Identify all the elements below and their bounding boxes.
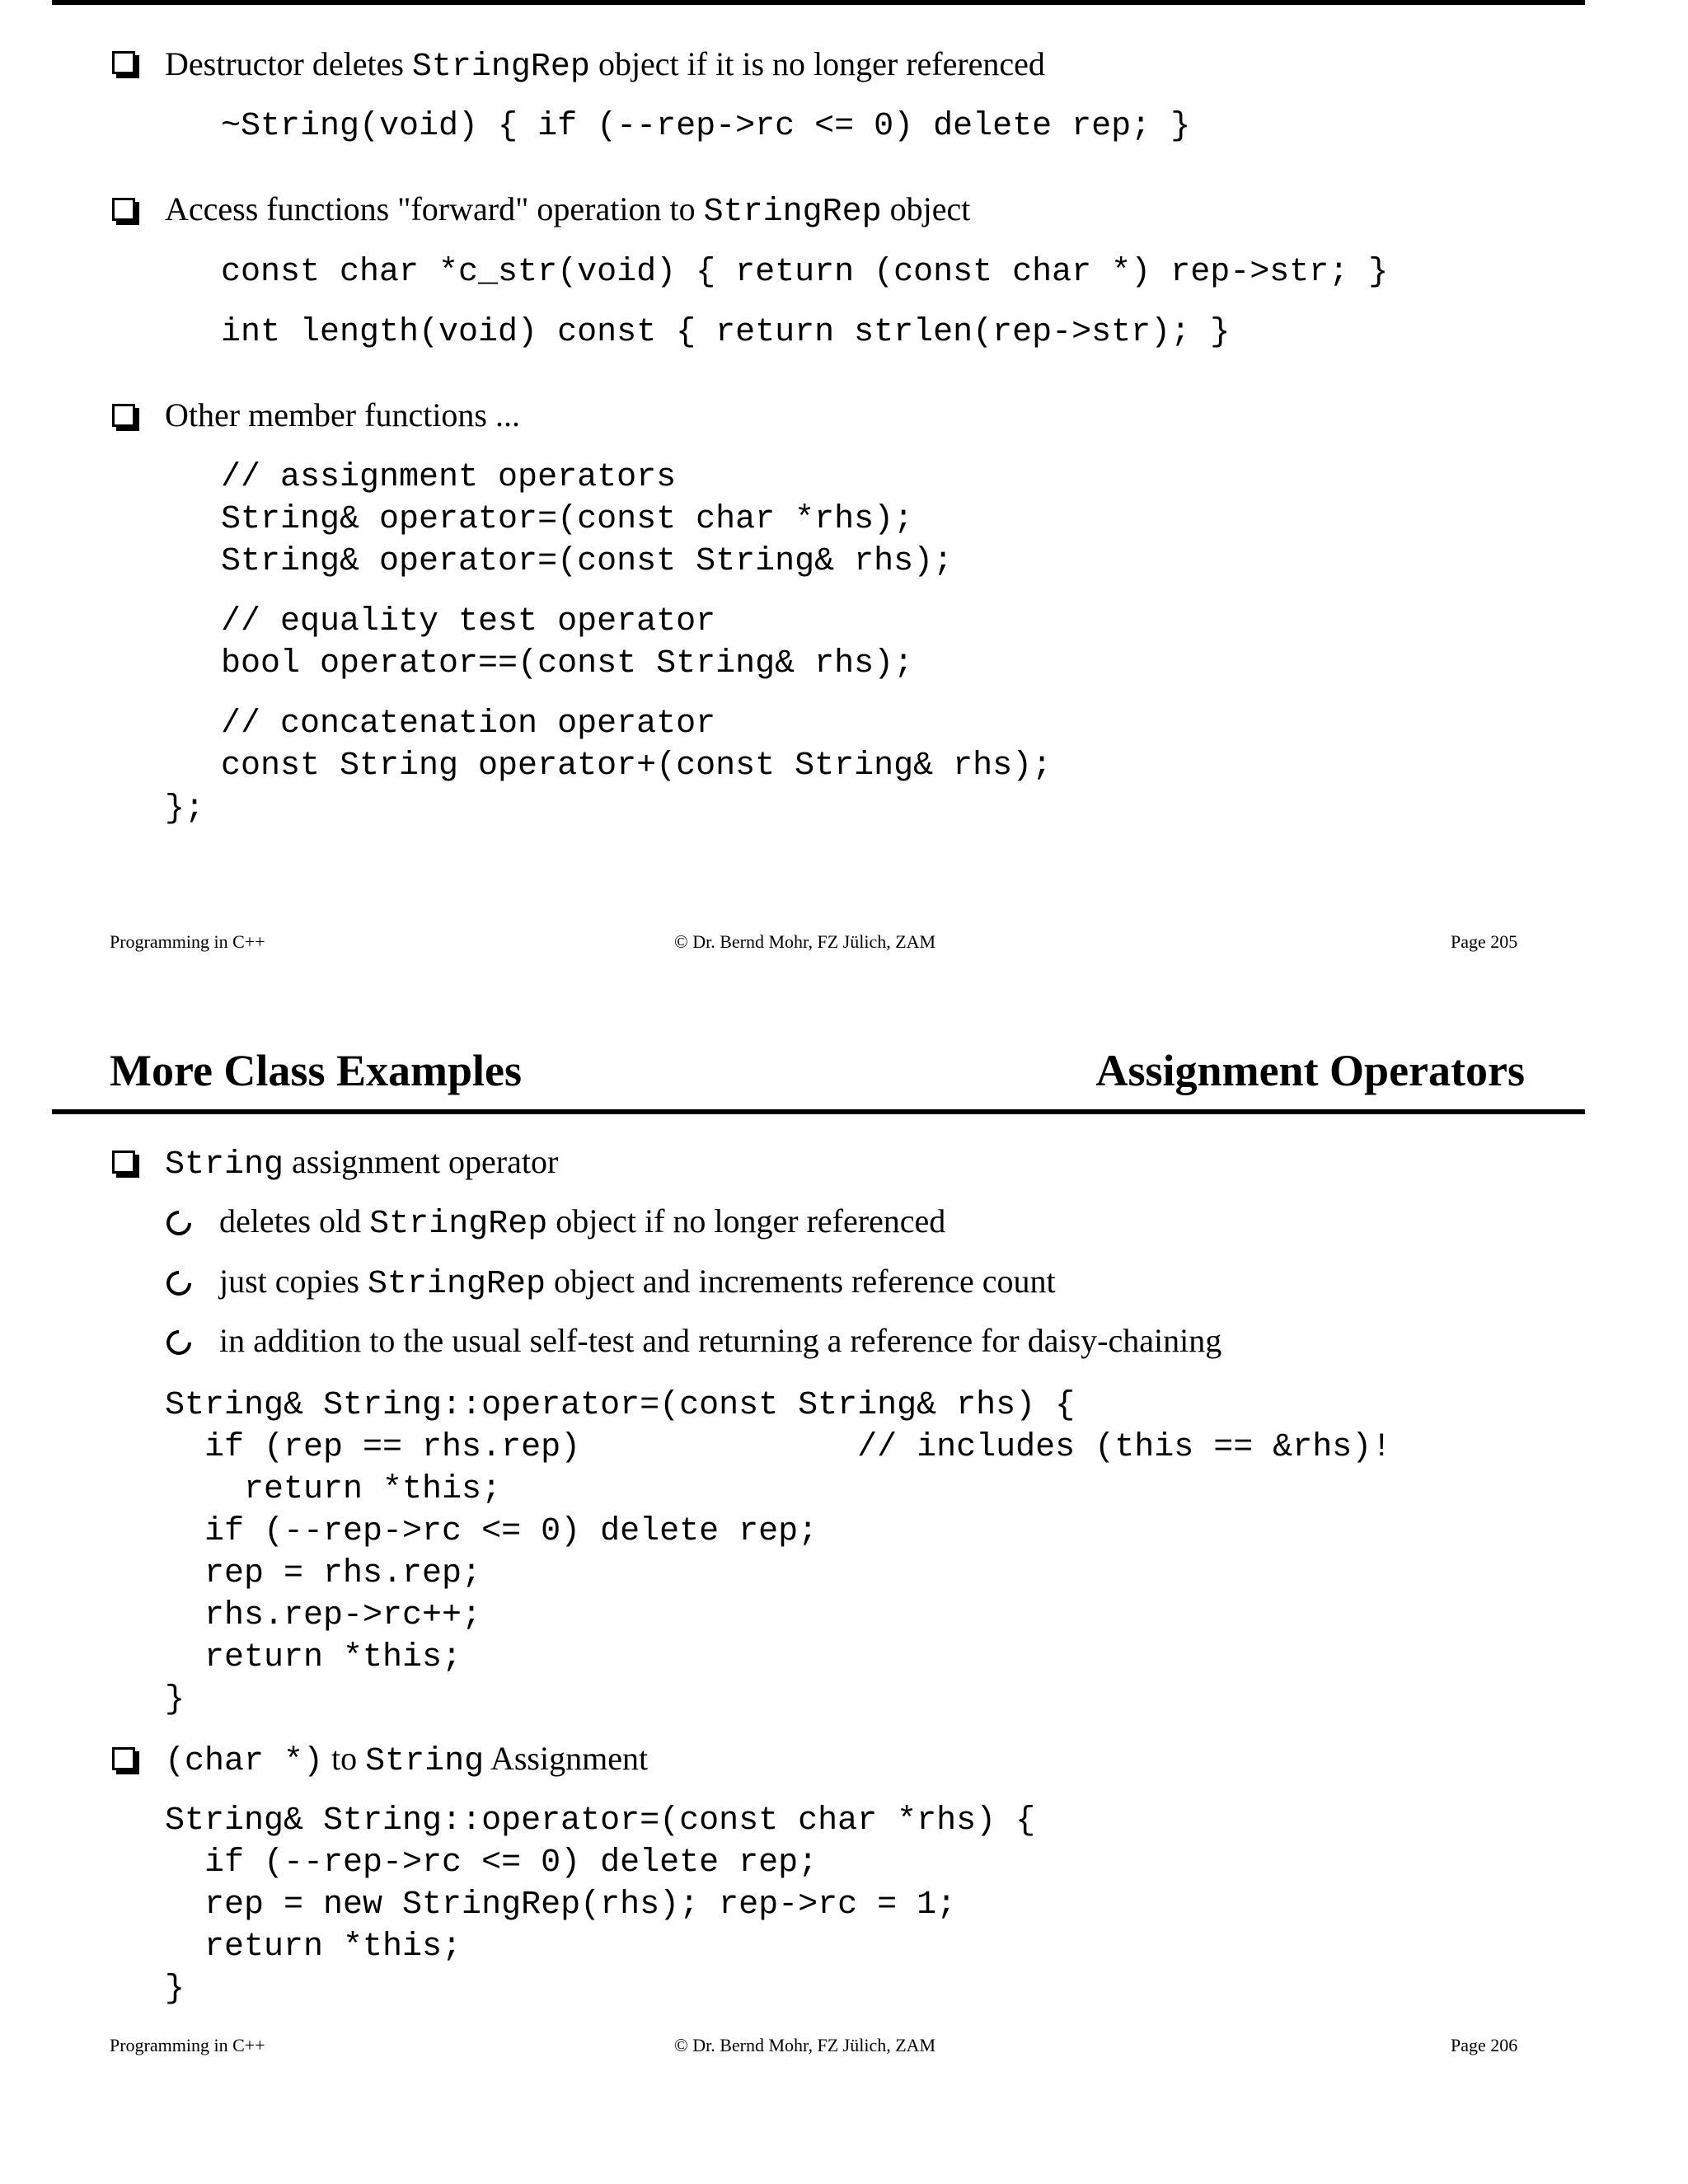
code-block: // assignment operators String& operator=(const char *rhs); String& operator=(const String& rhs); <box>221 459 954 580</box>
circle-bullet-icon <box>162 1206 196 1240</box>
bullet-text: Destructor deletes StringRep object if it is no longer referenced <box>165 45 1045 86</box>
page-title: More Class Examples <box>110 1046 522 1095</box>
circle-bullet-icon <box>162 1325 196 1360</box>
square-bullet-icon <box>112 198 135 221</box>
code-block: String& String::operator=(const char *rhs) { if (--rep->rc <= 0) delete rep; rep = new StringRep(rhs); rep->rc = 1; return *this; } <box>165 1802 1036 2008</box>
square-bullet-icon <box>112 404 135 427</box>
bullet-text: String assignment operator <box>165 1143 559 1183</box>
sub-bullet-text: deletes old StringRep object if no longer referenced <box>219 1202 946 1243</box>
circle-bullet-icon <box>162 1266 196 1301</box>
code-line: int length(void) const { return strlen(rep->str); } <box>221 314 1231 351</box>
sub-bullet-text: in addition to the usual self-test and returning a reference for daisy-chaining <box>219 1322 1222 1359</box>
sub-bullet-text: just copies StringRep object and increments reference count <box>219 1263 1056 1303</box>
code-block: // equality test operator bool operator==(const String& rhs); <box>221 603 914 682</box>
footer-left: Programming in C++ <box>110 931 265 952</box>
section-title: Assignment Operators <box>1095 1046 1525 1095</box>
bullet-text: Access functions "forward" operation to StringRep object <box>165 190 971 231</box>
square-bullet-icon <box>112 1151 135 1174</box>
code-line: }; <box>165 790 205 827</box>
code-line: const char *c_str(void) { return (const char *) rep->str; } <box>221 254 1389 291</box>
footer-left: Programming in C++ <box>110 2035 265 2055</box>
code-line: ~String(void) { if (--rep->rc <= 0) delete rep; } <box>221 108 1191 145</box>
footer-right: Page 206 <box>1451 2035 1518 2055</box>
top-rule <box>52 0 1585 5</box>
bullet-text: Other member functions ... <box>165 396 520 434</box>
square-bullet-icon <box>112 51 135 74</box>
header-rule <box>52 1109 1585 1114</box>
bullet-text: (char *) to String Assignment <box>165 1740 649 1780</box>
footer-center: © Dr. Bernd Mohr, FZ Jülich, ZAM <box>674 2035 936 2055</box>
footer-center: © Dr. Bernd Mohr, FZ Jülich, ZAM <box>674 931 936 952</box>
footer-right: Page 205 <box>1451 931 1518 952</box>
square-bullet-icon <box>112 1747 135 1770</box>
code-block: // concatenation operator const String operator+(const String& rhs); <box>221 705 1053 785</box>
code-block: String& String::operator=(const String& rhs) { if (rep == rhs.rep) // includes (this == &rhs)! return *this; if (--rep->rc <= 0) delete rep; rep = rhs.rep; rhs.rep->rc++; return *this; } <box>165 1387 1392 1718</box>
